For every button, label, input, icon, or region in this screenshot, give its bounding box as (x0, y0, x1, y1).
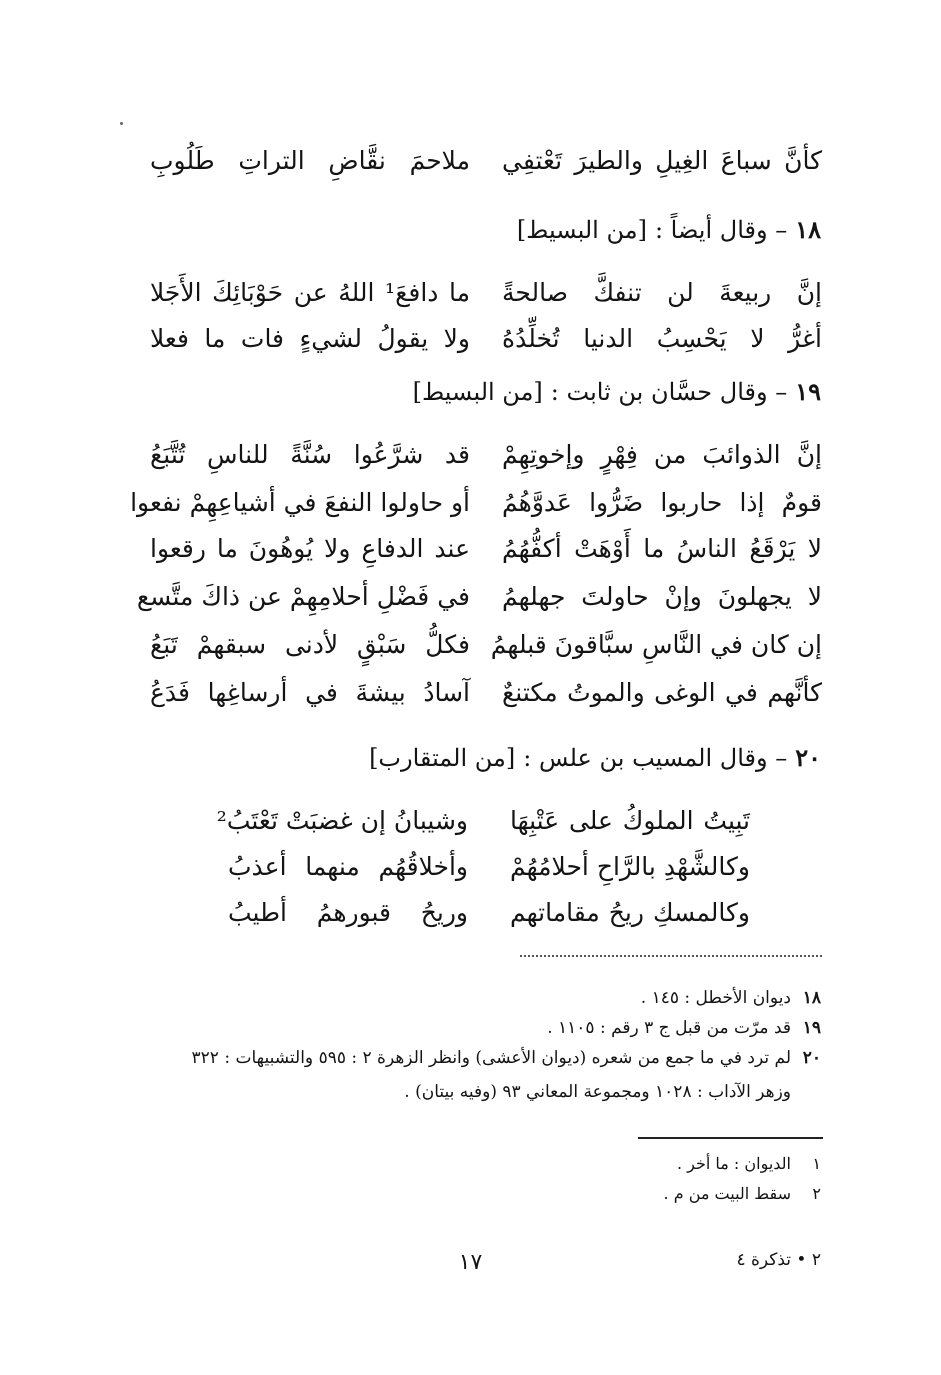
verse-hemistich-second: وشيبانُ إن غضبَتْ تَعْتَبُ² (216, 805, 468, 835)
verse-hemistich-first: وكالشَّهْدِ بالرَّاحِ أحلامُهُمْ (510, 851, 750, 881)
footnote (664, 1180, 821, 1208)
signature-mark: ٢ • تذكرة ٤ (736, 1250, 821, 1270)
verse-hemistich-second: وريحُ قبورهمُ أطيبُ (228, 897, 468, 927)
verse-line (150, 140, 822, 180)
footnote-number: ١ (812, 1154, 821, 1173)
source-note-continuation: وزهر الآداب : ١٠٢٨ ومجموعة المعاني ٩٣ (وفيه بيتان) . (404, 1082, 791, 1102)
section-heading-19 (413, 372, 821, 412)
verse-hemistich-first: إنَّ الذوائبَ من فِهْرٍ وإخوتِهِمْ (502, 439, 822, 469)
footnotes-divider (638, 1137, 823, 1139)
note-text: قد مرّت من قبل ج ٣ رقم : ١١٠٥ . (547, 1018, 791, 1038)
verse-hemistich-second: ما دافعَ¹ اللهُ عن حَوْبَائِكَ الأَجَلا (150, 277, 470, 307)
footnote-number: ٢ (812, 1184, 821, 1203)
verse-hemistich-second: وأخلاقُهُم منهما أعذبُ (228, 851, 468, 881)
meter-label: [من البسيط] (412, 378, 543, 406)
meter-label: [من البسيط] (516, 216, 647, 244)
verse-hemistich-first: كأنَّهم في الوغى والموتُ مكتنعٌ (502, 677, 822, 707)
verse-hemistich-second: ولا يقولُ لشيءٍ فات ما فعلا (150, 323, 470, 353)
verse-line (216, 800, 750, 840)
footnote (677, 1150, 821, 1178)
verse-hemistich-first: وكالمسكِ ريحُ مقاماتهم (510, 897, 750, 927)
verse-hemistich-second: في فَضْلِ أحلامِهِمْ عن ذاكَ متَّسع (136, 581, 470, 611)
verse-hemistich-first: إنَّ ربيعةَ لن تنفكَّ صالحةً (502, 277, 822, 307)
note-number: ١٨ (802, 988, 821, 1008)
section-heading-20 (369, 738, 821, 778)
note-text: ديوان الأخطل : ١٤٥ . (640, 988, 791, 1008)
verse-hemistich-second: قد شرَّعُوا سُنَّةً للناسِ تُتَّبَعُ (150, 439, 470, 469)
section-intro: – وقال أيضاً : (654, 216, 788, 244)
verse-hemistich-first: إن كان في النَّاسِ سبَّاقونَ قبلهمُ (490, 629, 822, 659)
verse-line (150, 318, 822, 358)
verse-hemistich-first: لا يجهلونَ وإنْ حاولتَ جهلهمُ (502, 581, 822, 611)
source-note (547, 1014, 821, 1042)
verse-line (150, 434, 822, 474)
verse-line (150, 272, 822, 312)
verse-hemistich-first: أغرُّ لا يَحْسِبُ الدنيا تُخلِّدُهُ (502, 323, 822, 353)
section-number: ٢٠ (795, 743, 821, 772)
verse-line (150, 672, 822, 712)
verse-hemistich-first: تَبِيتُ الملوكُ على عَتْبِهَا (510, 805, 750, 835)
scan-speck (120, 122, 123, 125)
verse-line (228, 846, 750, 886)
section-heading-18 (517, 210, 821, 250)
verse-hemistich-first: كأنَّ سباعَ الغِيلِ والطيرَ تَعْتفِي (502, 145, 822, 175)
verse-hemistich-second: آسادُ بيشةَ في أرساغِها فَدَعُ (150, 677, 470, 707)
section-number: ١٩ (795, 377, 821, 406)
verse-line (130, 482, 822, 522)
source-note (641, 984, 821, 1012)
section-number: ١٨ (795, 215, 821, 244)
verse-hemistich-second: ملاحمَ نقَّاضِ التراتِ طَلُوبِ (150, 145, 470, 175)
verse-hemistich-second: عند الدفاعِ ولا يُوهُونَ ما رقعوا (150, 533, 470, 563)
footnote-text: الديوان : ما أخر . (676, 1154, 791, 1173)
note-number: ١٩ (802, 1018, 821, 1038)
footnote-text: سقط البيت من م . (663, 1184, 791, 1203)
section-intro: – وقال حسَّان بن ثابت : (550, 378, 788, 406)
verse-hemistich-first: لا يَرْقَعُ الناسُ ما أَوْهَتْ أكفُّهُمُ (502, 533, 822, 563)
verse-line (150, 624, 822, 664)
meter-label: [من المتقارب] (369, 744, 516, 772)
verse-hemistich-first: قومٌ إذا حاربوا ضَرُّوا عَدوَّهُمُ (502, 487, 822, 517)
verse-line (150, 528, 822, 568)
source-note (192, 1044, 821, 1072)
page-number: ١٧ (458, 1250, 483, 1275)
notes-divider (520, 955, 822, 957)
section-intro: – وقال المسيب بن علس : (523, 744, 788, 772)
note-text: لم ترد في ما جمع من شعره (ديوان الأعشى) وانظر الزهرة ٢ : ٥٩٥ والتشبيهات : ٣٢٢ (191, 1048, 791, 1068)
verse-hemistich-second: أو حاولوا النفعَ في أشياعِهِمْ نفعوا (130, 487, 470, 517)
verse-line (136, 576, 822, 616)
verse-line (228, 892, 750, 932)
verse-hemistich-second: فكلُّ سَبْقٍ لأدنى سبقهمْ تَبَعُ (150, 629, 470, 659)
note-number: ٢٠ (802, 1048, 821, 1068)
